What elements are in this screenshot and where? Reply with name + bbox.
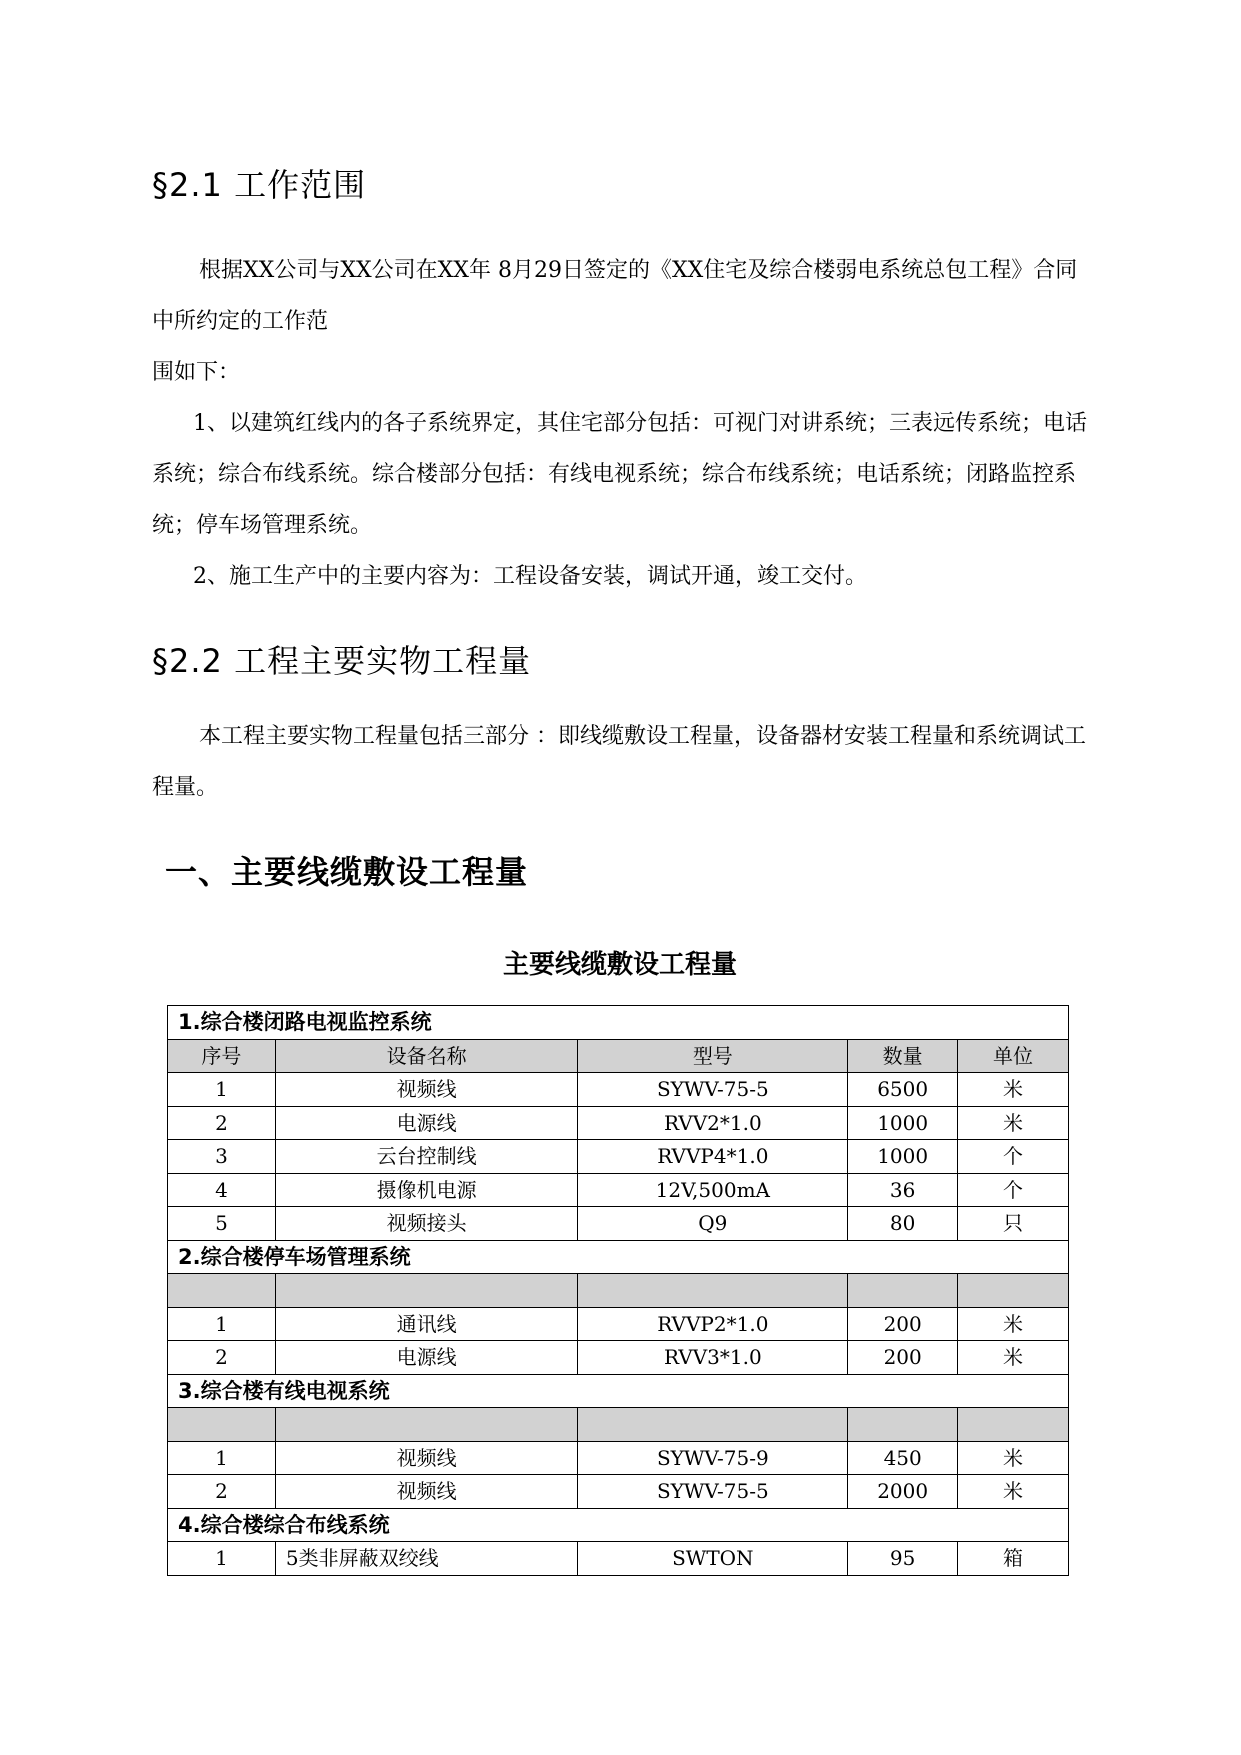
table-row: [168, 1173, 1069, 1207]
paragraph-contract-continued: 围如下：: [152, 360, 241, 385]
cell-model: RVVP2*1.0: [578, 1307, 848, 1341]
section-heading-quantities: §2.2 工程主要实物工程量: [152, 642, 532, 680]
cell-name: 视频接头: [275, 1207, 578, 1241]
paragraph-quantities-intro: 本工程主要实物工程量包括三部分 ：即线缆敷设工程量，设备器材安装工程量和系统调试工程量。: [152, 724, 1086, 800]
cell-index: 3: [168, 1140, 276, 1174]
group-title: 2.综合楼停车场管理系统: [168, 1240, 1069, 1274]
cell-model: RVV3*1.0: [578, 1341, 848, 1375]
cell-model: SWTON: [578, 1542, 848, 1576]
cable-quantity-table: [167, 1005, 1069, 1576]
cell-name: 5类非屏蔽双绞线: [275, 1542, 578, 1576]
header-quantity: 数量: [848, 1039, 958, 1073]
blank-cell: [578, 1274, 848, 1308]
cell-model: RVV2*1.0: [578, 1106, 848, 1140]
table-row: [168, 1106, 1069, 1140]
group-title: 3.综合楼有线电视系统: [168, 1374, 1069, 1408]
cell-index: 5: [168, 1207, 276, 1241]
cell-quantity: 95: [848, 1542, 958, 1576]
group-title: 4.综合楼综合布线系统: [168, 1508, 1069, 1542]
cell-quantity: 450: [848, 1441, 958, 1475]
cell-unit: 米: [958, 1341, 1069, 1375]
cell-name: 摄像机电源: [275, 1173, 578, 1207]
cell-unit: 米: [958, 1307, 1069, 1341]
cell-unit: 个: [958, 1173, 1069, 1207]
cell-quantity: 36: [848, 1173, 958, 1207]
table-row: [168, 1140, 1069, 1174]
cell-unit: 个: [958, 1140, 1069, 1174]
blank-cell: [578, 1408, 848, 1442]
cell-unit: 箱: [958, 1542, 1069, 1576]
cell-quantity: 2000: [848, 1475, 958, 1509]
table-row: [168, 1341, 1069, 1375]
cell-unit: 米: [958, 1475, 1069, 1509]
header-model: 型号: [578, 1039, 848, 1073]
cell-model: Q9: [578, 1207, 848, 1241]
table-row: [168, 1307, 1069, 1341]
cell-unit: 米: [958, 1441, 1069, 1475]
cell-model: SYWV-75-9: [578, 1441, 848, 1475]
table-title: 主要线缆敷设工程量: [502, 950, 737, 980]
group-title: 1.综合楼闭路电视监控系统: [168, 1006, 1069, 1040]
cell-name: 视频线: [275, 1441, 578, 1475]
cell-model: SYWV-75-5: [578, 1073, 848, 1107]
header-name: 设备名称: [275, 1039, 578, 1073]
cell-quantity: 80: [848, 1207, 958, 1241]
cell-quantity: 200: [848, 1341, 958, 1375]
cell-model: 12V,500mA: [578, 1173, 848, 1207]
part-heading-cable-laying: 一、主要线缆敷设工程量: [165, 853, 529, 891]
blank-cell: [958, 1408, 1069, 1442]
cell-quantity: 1000: [848, 1140, 958, 1174]
blank-cell: [958, 1274, 1069, 1308]
group-title-row: [168, 1006, 1069, 1040]
blank-cell: [275, 1274, 578, 1308]
group-title-row: [168, 1240, 1069, 1274]
header-index: 序号: [168, 1039, 276, 1073]
table-row: [168, 1207, 1069, 1241]
cell-index: 1: [168, 1441, 276, 1475]
table-row: [168, 1441, 1069, 1475]
paragraph-scope-item-1: 1、以建筑红线内的各子系统界定，其住宅部分包括：可视门对讲系统；三表远传系统；电话系统；综合布线系统。综合楼部分包括：有线电视系统；综合布线系统；电话系统；闭路监控系统；停车场管理系统。: [152, 411, 1088, 538]
cell-name: 电源线: [275, 1341, 578, 1375]
cell-unit: 只: [958, 1207, 1069, 1241]
table-row: [168, 1542, 1069, 1576]
blank-cell: [848, 1408, 958, 1442]
blank-cell: [848, 1274, 958, 1308]
cell-name: 通讯线: [275, 1307, 578, 1341]
cell-index: 1: [168, 1307, 276, 1341]
blank-cell: [168, 1408, 276, 1442]
cell-index: 2: [168, 1341, 276, 1375]
cell-index: 4: [168, 1173, 276, 1207]
cell-quantity: 6500: [848, 1073, 958, 1107]
blank-cell: [275, 1408, 578, 1442]
group-title-row: [168, 1508, 1069, 1542]
table-row: [168, 1073, 1069, 1107]
cell-quantity: 1000: [848, 1106, 958, 1140]
header-unit: 单位: [958, 1039, 1069, 1073]
cell-model: SYWV-75-5: [578, 1475, 848, 1509]
cell-index: 2: [168, 1106, 276, 1140]
cell-name: 云台控制线: [275, 1140, 578, 1174]
cell-index: 2: [168, 1475, 276, 1509]
blank-cell: [168, 1274, 276, 1308]
paragraph-contract: 根据XX公司与XX公司在XX年 8月29日签定的《XX住宅及综合楼弱电系统总包工程》合同中所约定的工作范: [152, 258, 1078, 334]
blank-header-row: [168, 1274, 1069, 1308]
cell-index: 1: [168, 1542, 276, 1576]
blank-header-row: [168, 1408, 1069, 1442]
section-heading-work-scope: §2.1 工作范围: [152, 166, 367, 204]
cell-quantity: 200: [848, 1307, 958, 1341]
cell-index: 1: [168, 1073, 276, 1107]
paragraph-scope-item-2: 2、施工生产中的主要内容为：工程设备安装，调试开通，竣工交付。: [193, 564, 867, 589]
cell-model: RVVP4*1.0: [578, 1140, 848, 1174]
cell-unit: 米: [958, 1106, 1069, 1140]
table-header-row: [168, 1039, 1069, 1073]
cell-name: 视频线: [275, 1073, 578, 1107]
cell-unit: 米: [958, 1073, 1069, 1107]
group-title-row: [168, 1374, 1069, 1408]
table-row: [168, 1475, 1069, 1509]
cell-name: 视频线: [275, 1475, 578, 1509]
cell-name: 电源线: [275, 1106, 578, 1140]
